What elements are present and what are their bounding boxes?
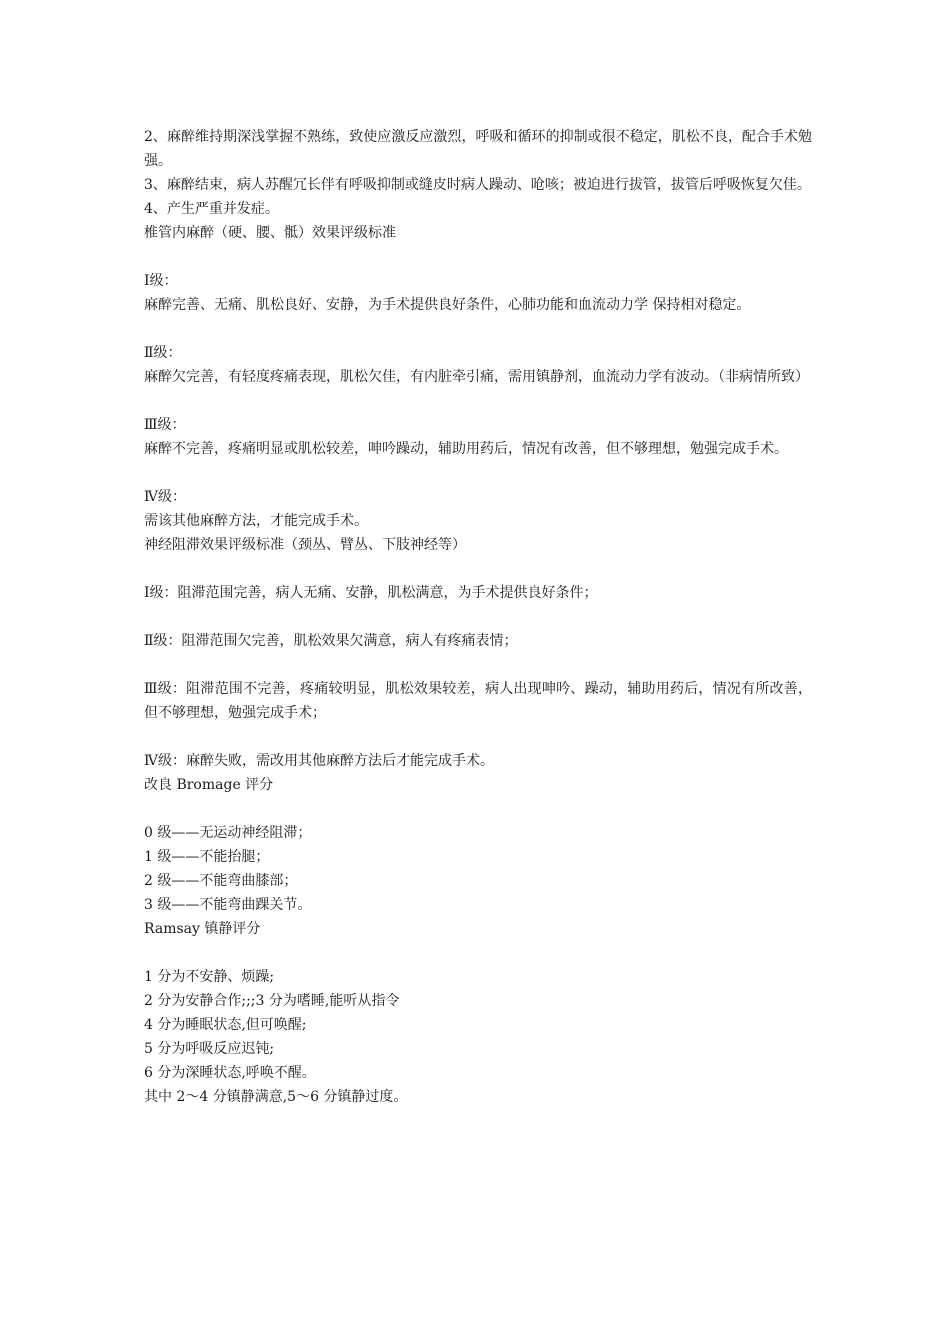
list-item: 2 级——不能弯曲膝部；: [144, 873, 298, 889]
list-item: 1 分为不安静、烦躁;: [144, 969, 275, 985]
text-line: Ⅲ级：阻滞范围不完善，疼痛较明显，肌松效果较差，病人出现呻吟、躁动，辅助用药后，情况有所改善，但不够理想，勉强完成手术；: [144, 681, 812, 721]
text-line: Ⅰ级：阻滞范围完善，病人无痛、安静，肌松满意，为手术提供良好条件；: [144, 585, 598, 601]
blank-line: [144, 653, 812, 677]
list-item: 2 分为安静合作;;;3 分为嗜睡,能听从指令: [144, 993, 400, 1009]
blank-line: [144, 461, 812, 485]
text-line: 3、麻醉结束，病人苏醒冗长伴有呼吸抑制或缝皮时病人躁动、呛咳；被迫进行拔管，拔管后呼吸恢复欠佳。: [144, 177, 811, 193]
blank-line: [144, 941, 812, 965]
blank-line: [144, 725, 812, 749]
text-line: 2、麻醉维持期深浅掌握不熟练，致使应激反应激烈，呼吸和循环的抑制或很不稳定，肌松不良，配合手术勉强。: [144, 129, 812, 169]
section-heading: 神经阻滞效果评级标准（颈丛、臂丛、下肢神经等）: [144, 537, 466, 553]
section-heading: Ramsay 镇静评分: [144, 921, 261, 937]
document-body: [144, 125, 812, 1109]
text-line: 其中 2～4 分镇静满意,5～6 分镇静过度。: [144, 1089, 408, 1105]
grade-label: Ⅰ级：: [144, 273, 178, 289]
list-item: 1 级——不能抬腿；: [144, 849, 270, 865]
blank-line: [144, 557, 812, 581]
text-line: 4、产生严重并发症。: [144, 201, 279, 217]
text-line: 麻醉不完善，疼痛明显或肌松较差，呻吟躁动，辅助用药后，情况有改善，但不够理想，勉强完成手术。: [144, 441, 788, 457]
text-line: 麻醉完善、无痛、肌松良好、安静，为手术提供良好条件，心肺功能和血流动力学 保持相对稳定。: [144, 297, 751, 313]
grade-label: Ⅳ级：: [144, 489, 186, 505]
blank-line: [144, 605, 812, 629]
blank-line: [144, 245, 812, 269]
list-item: 0 级——无运动神经阻滞；: [144, 825, 312, 841]
section-heading: 改良 Bromage 评分: [144, 777, 274, 793]
section-heading: 椎管内麻醉（硬、腰、骶）效果评级标准: [144, 225, 396, 241]
text-line: Ⅳ级：麻醉失败，需改用其他麻醉方法后才能完成手术。: [144, 753, 494, 769]
grade-label: Ⅱ级：: [144, 345, 182, 361]
text-line: 需该其他麻醉方法，才能完成手术。: [144, 513, 368, 529]
list-item: 3 级——不能弯曲踝关节。: [144, 897, 312, 913]
blank-line: [144, 389, 812, 413]
list-item: 5 分为呼吸反应迟钝;: [144, 1041, 275, 1057]
grade-label: Ⅲ级：: [144, 417, 186, 433]
text-line: 麻醉欠完善，有轻度疼痛表现，肌松欠佳，有内脏牵引痛，需用镇静剂，血流动力学有波动。（非病情所致）: [144, 369, 809, 385]
list-item: 6 分为深睡状态,呼唤不醒。: [144, 1065, 316, 1081]
list-item: 4 分为睡眠状态,但可唤醒;: [144, 1017, 307, 1033]
blank-line: [144, 797, 812, 821]
blank-line: [144, 317, 812, 341]
text-line: Ⅱ级：阻滞范围欠完善，肌松效果欠满意，病人有疼痛表情；: [144, 633, 518, 649]
